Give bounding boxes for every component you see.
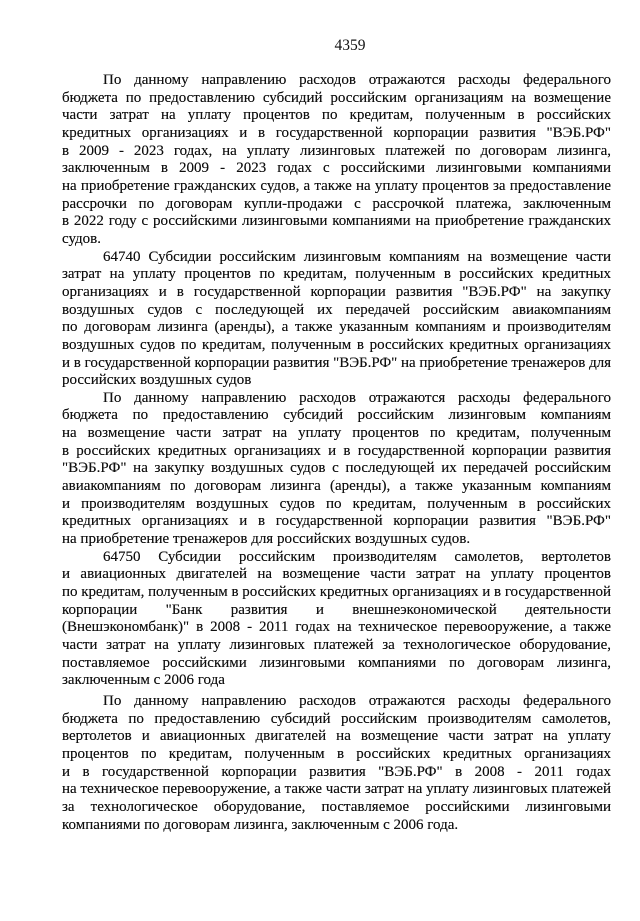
text-line: заключенным с 2006 года: [62, 672, 225, 689]
text-line: бюджета по предоставлению субсидий российским лизинговым компаниям: [62, 407, 611, 424]
text-line: поставляемое российскими лизинговыми компаниями по договорам лизинга,: [62, 654, 611, 671]
text-line: части затрат на уплату лизинговых платежей за технологическое оборудование,: [62, 637, 611, 653]
text-line: судов.: [62, 230, 101, 247]
text-line: бюджета по предоставлению субсидий российским производителям самолетов,: [62, 710, 611, 727]
text-line: затрат на уплату процентов по кредитам, полученным в российских кредитных: [62, 266, 611, 283]
text-line: и в государственной корпорации развития "ВЭБ.РФ" на приобретение тренажеров для: [62, 354, 611, 371]
text-line: в 2022 году с российскими лизинговыми компаниями на приобретение гражданских: [62, 213, 611, 230]
text-line: по договорам лизинга (аренды), а также указанным компаниям и производителям: [62, 319, 611, 336]
text-line: (Внешэкономбанк)" в 2008 - 2011 годах на техническое перевооружение, а также: [62, 619, 611, 636]
text-line: на возмещение части затрат на уплату процентов по кредитам, полученным: [62, 425, 611, 442]
paragraph-description-2: [62, 390, 611, 549]
text-line: кредитных организациях и в государственной корпорации развития "ВЭБ.РФ": [62, 513, 611, 530]
text-line: По данному направлению расходов отражаются расходы федерального: [103, 72, 611, 88]
paragraph-item-64750: [62, 549, 611, 690]
paragraph-description-1: [62, 72, 611, 249]
text-line: в 2009 - 2023 годах, на уплату лизинговых платежей по договорам лизинга,: [62, 142, 611, 159]
text-line: и производителям воздушных судов по кредитам, полученным в российских: [62, 495, 611, 512]
text-line: рассрочки по договорам купли-продажи с рассрочкой платежа, заключенным: [62, 195, 611, 212]
document-body: [62, 72, 611, 834]
text-line: бюджета по предоставлению субсидий российским организациям на возмещение: [62, 89, 611, 106]
text-line: организациях и в государственной корпорации развития "ВЭБ.РФ" на закупку: [62, 283, 611, 300]
text-line: "ВЭБ.РФ" на закупку воздушных судов с последующей их передачей российским: [62, 460, 611, 477]
text-line: авиакомпаниям по договорам лизинга (аренды), а также указанным компаниям: [62, 478, 611, 495]
text-line: вертолетов и авиационных двигателей на возмещение части затрат на уплату: [62, 728, 611, 745]
text-line: корпорации "Банк развития и внешнеэкономической деятельности: [62, 601, 611, 618]
text-line: 64740 Субсидии российским лизинговым компаниям на возмещение части: [103, 248, 611, 265]
text-line: по кредитам, полученным в российских кредитных организациях и в государственной: [62, 584, 611, 601]
text-line: на приобретение гражданских судов, а также на уплату процентов за предоставление: [62, 177, 611, 194]
paragraph-item-64740: [62, 249, 611, 390]
text-line: на техническое перевооружение, а также части затрат на уплату лизинговых платежей: [62, 781, 611, 798]
text-line: за технологическое оборудование, поставляемое российскими лизинговыми: [62, 798, 611, 815]
text-line: кредитных организациях и в государственной корпорации развития "ВЭБ.РФ": [62, 124, 611, 141]
text-line: компаниями по договорам лизинга, заключенным с 2006 года.: [62, 816, 459, 833]
text-line: воздушных судов по кредитам, полученным в российских кредитных организациях: [62, 336, 611, 353]
page-number: 4359: [334, 37, 366, 54]
text-line: части затрат на уплату процентов по кредитам, полученным в российских: [62, 107, 611, 124]
text-line: заключенным в 2009 - 2023 годах с российскими лизинговыми компаниями: [62, 160, 611, 177]
text-line: в российских кредитных организациях и в государственной корпорации развития: [62, 442, 611, 459]
text-line: 64750 Субсидии российским производителям самолетов, вертолетов: [103, 548, 611, 565]
text-line: По данному направлению расходов отражаются расходы федерального: [103, 692, 611, 709]
text-line: и в государственной корпорации развития "ВЭБ.РФ" в 2008 - 2011 годах: [62, 763, 611, 780]
text-line: воздушных судов с последующей их передачей российским авиакомпаниям: [62, 301, 611, 318]
text-line: и авиационных двигателей на возмещение части затрат на уплату процентов: [62, 566, 611, 583]
text-line: российских воздушных судов: [62, 372, 252, 389]
text-line: процентов по кредитам, полученным в российских кредитных организациях: [62, 745, 611, 762]
paragraph-description-3: [62, 693, 611, 834]
text-line: на приобретение тренажеров для российских воздушных судов.: [62, 531, 471, 548]
text-line: По данному направлению расходов отражаются расходы федерального: [103, 389, 611, 406]
